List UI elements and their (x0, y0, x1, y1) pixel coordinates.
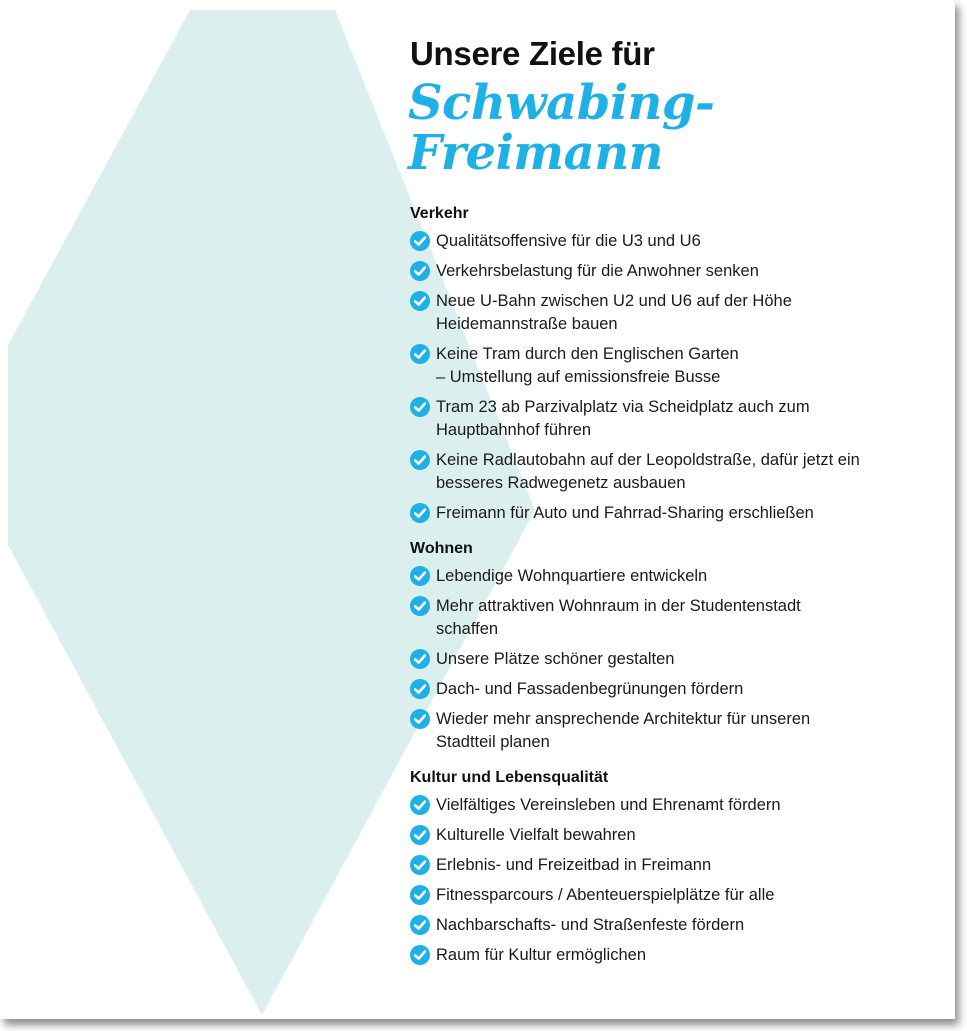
list-item (410, 290, 950, 336)
item-text-line1: Mehr attraktiven Wohnraum in der Studentenstadt (436, 597, 801, 615)
item-text-line1: Unsere Plätze schöner gestalten (436, 650, 675, 668)
item-text (436, 648, 950, 671)
check-circle-icon (410, 397, 430, 417)
check-circle-icon (410, 795, 430, 815)
list-item (410, 648, 950, 671)
list-item (410, 343, 950, 389)
item-text-line2: – Umstellung auf emissionsfreie Busse (436, 368, 721, 386)
check-circle-icon (410, 855, 430, 875)
list-item (410, 794, 950, 817)
goal-list (410, 565, 950, 754)
list-item (410, 449, 950, 495)
district-title-line1: Schwabing- (408, 75, 715, 131)
check-circle-icon (410, 709, 430, 729)
item-text-line1: Keine Radlautobahn auf der Leopoldstraße, dafür jetzt ein (436, 451, 860, 469)
list-item (410, 678, 950, 701)
list-item (410, 565, 950, 588)
item-text-line1: Fitnessparcours / Abenteuerspielplätze für alle (436, 886, 775, 904)
check-circle-icon (410, 566, 430, 586)
check-circle-icon (410, 679, 430, 699)
goals-content (410, 34, 950, 974)
item-text-line1: Keine Tram durch den Englischen Garten (436, 345, 739, 363)
item-text-line2: Hauptbahnhof führen (436, 421, 592, 439)
item-text-line1: Freimann für Auto und Fahrrad-Sharing erschließen (436, 504, 814, 522)
list-item (410, 595, 950, 641)
section-heading: Wohnen (410, 540, 473, 557)
item-text (436, 565, 950, 588)
check-circle-icon (410, 649, 430, 669)
item-text (436, 290, 950, 336)
item-text-line1: Dach- und Fassadenbegrünungen fördern (436, 680, 744, 698)
item-text-line1: Vielfältiges Vereinsleben und Ehrenamt fördern (436, 796, 781, 814)
item-text-line2: besseres Radwegenetz ausbauen (436, 474, 686, 492)
item-text-line1: Neue U-Bahn zwischen U2 und U6 auf der Höhe (436, 292, 792, 310)
item-text (436, 708, 950, 754)
list-item (410, 944, 950, 967)
check-circle-icon (410, 885, 430, 905)
item-text-line1: Qualitätsoffensive für die U3 und U6 (436, 232, 701, 250)
goal-list (410, 794, 950, 967)
list-item (410, 396, 950, 442)
item-text-line2: Heidemannstraße bauen (436, 315, 618, 333)
list-item (410, 260, 950, 283)
check-circle-icon (410, 945, 430, 965)
item-text (436, 824, 950, 847)
list-item (410, 914, 950, 937)
section-heading: Verkehr (410, 205, 469, 222)
item-text (436, 396, 950, 442)
check-circle-icon (410, 231, 430, 251)
item-text-line2: Stadtteil planen (436, 733, 550, 751)
item-text (436, 230, 950, 253)
item-text (436, 502, 950, 525)
item-text (436, 854, 950, 877)
item-text-line1: Tram 23 ab Parzivalplatz via Scheidplatz auch zum (436, 398, 810, 416)
section-heading: Kultur und Lebensqualität (410, 769, 609, 786)
section-2 (410, 768, 950, 967)
goal-sections (410, 204, 950, 967)
item-text (436, 944, 950, 967)
check-circle-icon (410, 596, 430, 616)
item-text-line1: Nachbarschafts- und Straßenfeste fördern (436, 916, 745, 934)
section-0 (410, 204, 950, 525)
item-text (436, 260, 950, 283)
check-circle-icon (410, 344, 430, 364)
district-title-line2: Freimann (408, 125, 663, 181)
item-text (436, 678, 950, 701)
section-1 (410, 539, 950, 754)
item-text (436, 343, 950, 389)
item-text (436, 794, 950, 817)
item-text-line1: Lebendige Wohnquartiere entwickeln (436, 567, 708, 585)
check-circle-icon (410, 450, 430, 470)
item-text-line2: schaffen (436, 620, 499, 638)
item-text (436, 449, 950, 495)
district-title (408, 75, 950, 181)
check-circle-icon (410, 503, 430, 523)
item-text-line1: Raum für Kultur ermöglichen (436, 946, 647, 964)
pre-title: Unsere Ziele für (410, 35, 655, 72)
check-circle-icon (410, 261, 430, 281)
list-item (410, 230, 950, 253)
item-text (436, 914, 950, 937)
item-text-line1: Verkehrsbelastung für die Anwohner senken (436, 262, 759, 280)
goal-list (410, 230, 950, 525)
list-item (410, 502, 950, 525)
check-circle-icon (410, 291, 430, 311)
item-text (436, 884, 950, 907)
list-item (410, 854, 950, 877)
item-text-line1: Kulturelle Vielfalt bewahren (436, 826, 636, 844)
check-circle-icon (410, 825, 430, 845)
item-text-line1: Erlebnis- und Freizeitbad in Freimann (436, 856, 712, 874)
check-circle-icon (410, 915, 430, 935)
item-text-line1: Wieder mehr ansprechende Architektur für unseren (436, 710, 811, 728)
list-item (410, 824, 950, 847)
list-item (410, 884, 950, 907)
list-item (410, 708, 950, 754)
item-text (436, 595, 950, 641)
